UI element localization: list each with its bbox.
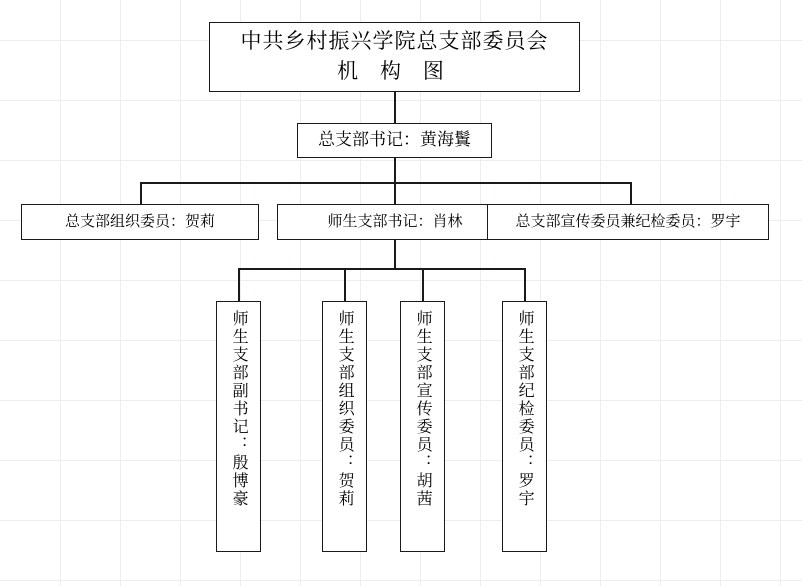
connector-to-branch-secretary xyxy=(394,182,396,205)
connector-to-branch-discipline-committee xyxy=(524,268,526,301)
node-general-branch-org-committee-label: 总支部组织委员：贺莉 xyxy=(64,213,215,231)
node-general-branch-publicity-discipline-committee-label: 总支部宣传委员兼纪检委员：罗宇 xyxy=(515,213,741,231)
node-general-branch-org-committee xyxy=(21,204,259,240)
connector-to-deputy-secretary xyxy=(238,268,240,301)
connector-secretary-down xyxy=(394,157,396,182)
node-branch-discipline-committee-label: 师生支部纪检委员：罗宇 xyxy=(516,310,534,508)
node-branch-org-committee-label: 师生支部组织委员：贺莉 xyxy=(336,310,354,508)
connector-to-branch-org-committee xyxy=(344,268,346,301)
connector-to-branch-publicity-committee xyxy=(422,268,424,301)
node-general-branch-publicity-discipline-committee xyxy=(487,204,769,240)
node-branch-deputy-secretary-label: 师生支部副书记：殷博豪 xyxy=(230,310,248,508)
grid-line xyxy=(780,0,781,586)
connector-level3-bus xyxy=(141,182,631,184)
node-teacher-student-branch-secretary xyxy=(277,204,513,240)
node-branch-deputy-secretary xyxy=(216,301,261,552)
node-general-branch-secretary-label: 总支部书记：黄海鬒 xyxy=(318,130,471,150)
grid-line xyxy=(180,0,181,586)
connector-to-publicity-committee xyxy=(630,182,632,205)
chart-title-line1: 中共乡村振兴学院总支部委员会 xyxy=(240,29,549,53)
node-general-branch-secretary xyxy=(297,123,492,158)
grid-line xyxy=(60,0,61,586)
node-branch-discipline-committee xyxy=(502,301,547,552)
grid-line xyxy=(720,0,721,586)
grid-line xyxy=(660,0,661,586)
connector-branch-secretary-down xyxy=(394,240,396,268)
node-branch-org-committee xyxy=(322,301,367,552)
chart-title-line2: 机 构 图 xyxy=(337,60,452,83)
node-branch-publicity-committee xyxy=(400,301,445,552)
connector-level4-bus xyxy=(239,268,525,270)
grid-line xyxy=(120,0,121,586)
connector-to-org-committee xyxy=(140,182,142,205)
chart-title-box xyxy=(209,22,580,92)
node-teacher-student-branch-secretary-label: 师生支部书记：肖林 xyxy=(327,213,463,231)
node-branch-publicity-committee-label: 师生支部宣传委员：胡茜 xyxy=(414,310,432,508)
grid-line xyxy=(600,0,601,586)
connector-title-to-secretary xyxy=(394,91,396,123)
